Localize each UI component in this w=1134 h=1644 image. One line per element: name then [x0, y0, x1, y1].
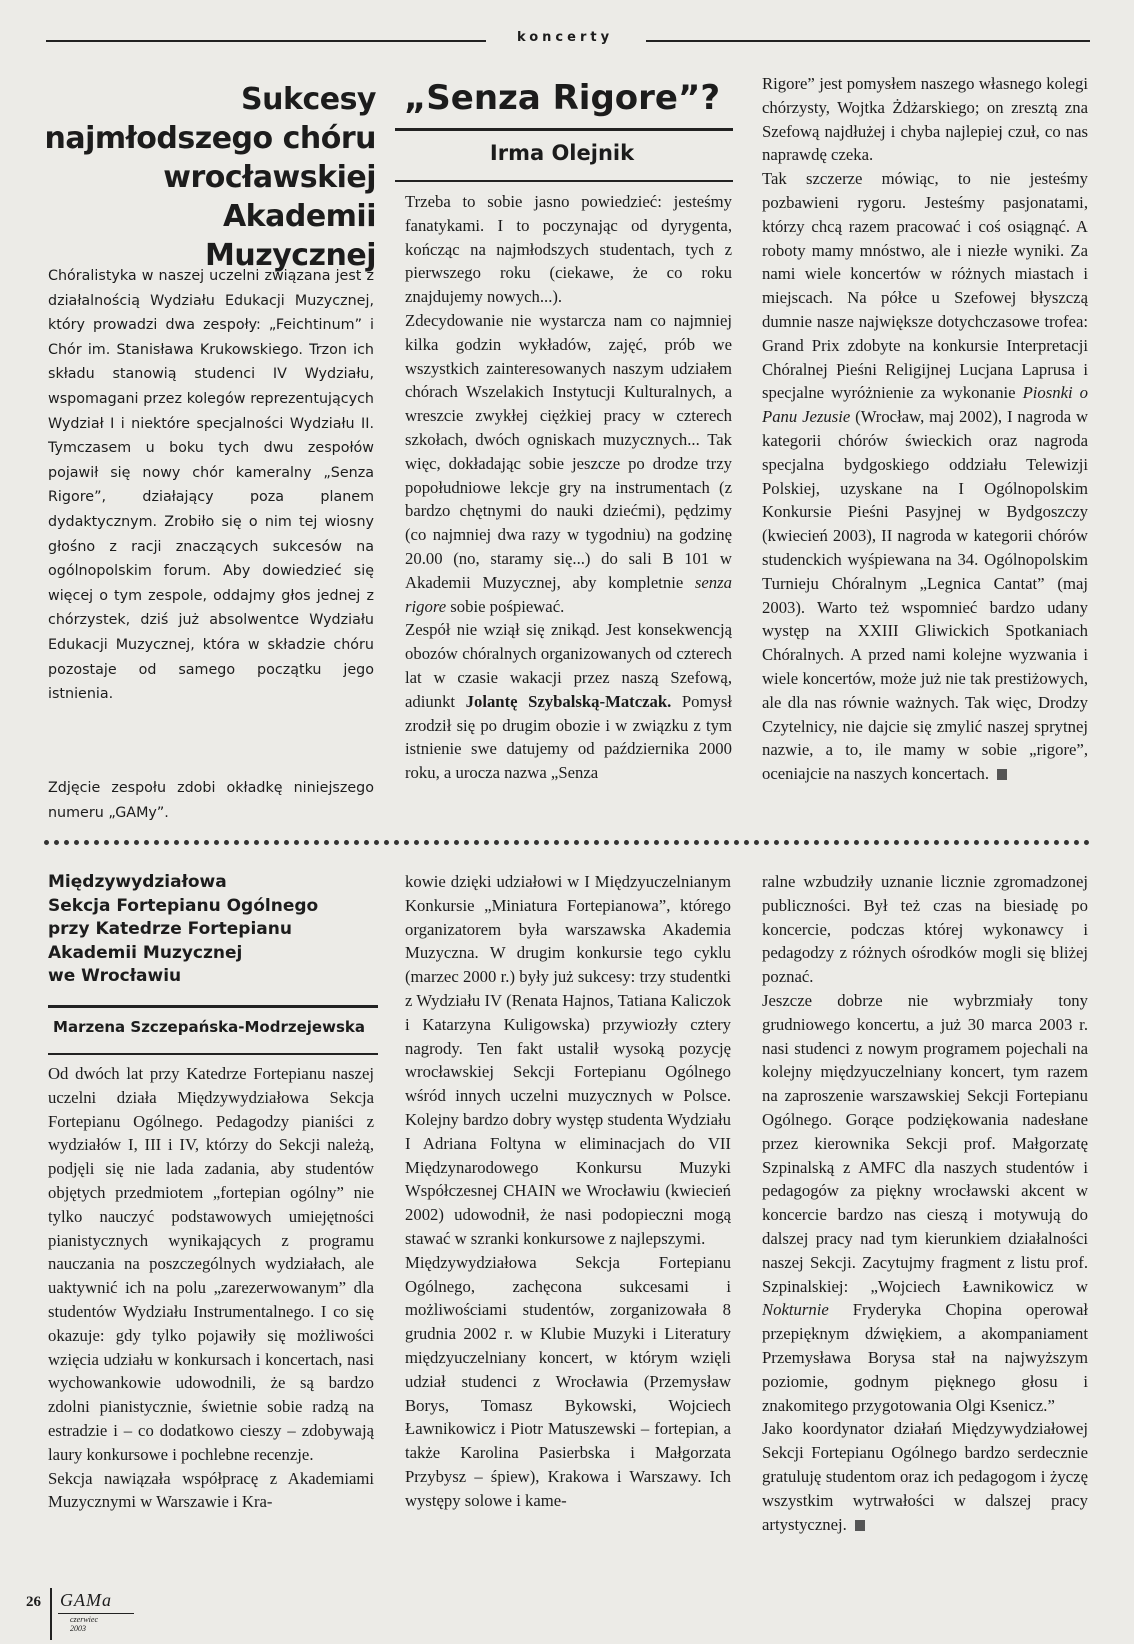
magazine-name: GAMa — [60, 1590, 112, 1610]
article2-col1-p2: Zdecydowanie nie wystarcza nam co najmniej kilka godzin wykładów, zajęć, prób we wszystkich zainteresowanych naszym udziałem chórach Wszelakich Instytucji Kulturalnych, a wreszcie zwykłej ciężkiej pracy w czterech szkołach, dwóch ogniskach muzycznych... Tak więc, dokładając sobie jeszcze po drodze trzy popołudniowe lekcje gry na instrumentach (z bardzo chętnymi do nauki dziećmi), pędzimy (co najmniej dwa razy w tygodniu) na godzinę 20.00 (no, staramy się...) do sali B 101 w Akademii Muzycznej, aby kompletnie senza rigore sobie pośpiewać. — [405, 310, 732, 616]
page-number: 26 — [26, 1594, 41, 1610]
article2-column-1: Trzeba to sobie jasno powiedzieć: jesteśmy fanatykami. I to poczynając od dyrygenta, kończąc na najmłodszych studentach, tych z pierwszego roku (ciekawe, że co roku znajdujemy nowych...). Zdecydowanie nie wystarcza nam co najmniej kilka godzin wykładów, zajęć, prób we wszystkich zainteresowanych naszym udziałem chórach Wszelakich Instytucji Kulturalnych, a wreszcie zwykłej ciężkiej pracy w czterech szkołach, dwóch ogniskach muzycznych... Tak więc, dokładając sobie jeszcze po drodze trzy popołudniowe lekcje gry na instrumentach (z bardzo chętnymi do nauki dziećmi), pędzimy (co najmniej dwa razy w tygodniu) na godzinę 20.00 (no, staramy się...) do sali B 101 w Akademii Muzycznej, aby kompletnie senza rigore sobie pośpiewać. Zespół nie wziął się znikąd. Jest konsekwencją obozów chóralnych organizowanych od czterech lat w czasie wakacji przez naszą Szefową, adiunkt Jolantę Szybalską-Matczak. Pomysł zrodził się po drugim obozie i w związku z tym istnienie swe datujemy od października 2000 roku, a urocza nazwa „Senza — [405, 190, 732, 825]
issue-date: czerwiec 2003 — [70, 1615, 98, 1633]
header-rule-right — [646, 40, 1090, 42]
article1-title: Sukcesy najmłodszego chóru wrocławskiej Akademii Muzycznej — [44, 82, 376, 273]
article3-title-rule — [48, 1005, 378, 1008]
article3-column-2: kowie dzięki udziałowi w I Międzyuczelnianym Konkursie „Miniatura Fortepianowa”, którego organizatorem była warszawska Akademia Muzyczna. W drugim konkursie tego cyklu (marzec 2000 r.) były już sukcesy: trzy studentki z Wydziału IV (Renata Hajnos, Tatiana Kaliczok i Katarzyna Kuligowska) przywiozły cztery nagrody. Ten fakt ustalił wysoką pozycję wrocławskiej Sekcji Fortepianu Ogólnego wśród innych uczelni muzycznych w Polsce. Kolejny bardzo dobry występ studenta Wydziału I Adriana Foltyna w eliminacjach do VII Międzynarodowego Konkursu Muzyki Współczesnej CHAIN we Wrocławiu (kwiecień 2002) udowodnił, że nasi podopieczni mogą stawać w szranki konkursowe z najlepszymi. Międzywydziałowa Sekcja Fortepianu Ogólnego, zachęcona sukcesami i możliwościami studentów, zorganizowała 8 grudnia 2002 r. w Klubie Muzyki i Literatury międzyuczelniany koncert, w którym wzięli udział studenci z Wrocławia (Przemysław Borys, Tomasz Bykowski, Wojciech Ławnikowicz i Piotr Matuszewski – fortepian, a także Karolina Pasierbska i Małgorzata Przybysz – śpiew), Krakowa i Warszawy. Ich występy solowe i kame- — [405, 872, 731, 1510]
article2-col1-p3: Zespół nie wziął się znikąd. Jest konsekwencją obozów chóralnych organizowanych od czterech lat w czasie wakacji przez naszą Szefową, adiunkt Jolantę Szybalską-Matczak. Pomysł zrodził się po drugim obozie i w związku z tym istnienie swe datujemy od października 2000 roku, a urocza nazwa „Senza — [405, 620, 732, 783]
article2-column-2: Rigore” jest pomysłem naszego własnego kolegi chórzysty, Wojtka Żdżarskiego; on zresztą zna Szefową najdłużej i chyba najlepiej czuł, co nas naprawdę czeka. Tak szczerze mówiąc, to nie jesteśmy pozbawieni rygoru. Jesteśmy pasjonatami, którzy chcą razem pracować i coś osiągnąć. A roboty mamy mnóstwo, ale i niezłe wyniki. Za nami wiele koncertów w różnych miastach i miejscach. Na półce u Szefowej błyszczą dumnie nasze największe dotychczasowe trofea: Grand Prix zdobyte na konkursie Interpretacji Chóralnej Pieśni Religijnej Lucjana Laprusa i specjalne wyróżnienie za wykonanie Piosnki o Panu Jezusie (Wrocław, maj 2002), I nagroda w kategorii chórów świeckich oraz nagroda specjalna bydgoskiego oddziału Telewizji Polskiej, uzyskane na I Ogólnopolskim Konkursie Pieśni Pasyjnej w Bydgoszczy (kwiecień 2003), II nagroda w kategorii chórów studenckich wyśpiewana na 34. Ogólnopolskim Turnieju Chóralnym „Legnica Cantat” (maj 2003). Warto też wspomnieć bardzo udany występ na XXIII Gliwickich Spotkaniach Chóralnych. A przed nami kolejne wyzwania i wiele koncertów, może już nie tak prestiżowych, ale dla nas równie ważnych. Tak więc, Drodzy Czytelnicy, nie dajcie się zmylić naszej sprytnej nazwie, a to, ile mamy w sobie „rigore”, oceniajcie na naszych koncertach. — [762, 72, 1088, 832]
article2-title-rule — [395, 128, 733, 131]
article2-col2-p2: Tak szczerze mówiąc, to nie jesteśmy pozbawieni rygoru. Jesteśmy pasjonatami, którzy chcą razem pracować i coś osiągnąć. A roboty mamy mnóstwo, ale i niezłe wyniki. Za nami wiele koncertów w różnych miastach i miejscach. Na półce u Szefowej błyszczą dumnie nasze największe dotychczasowe trofea: Grand Prix zdobyte na konkursie Interpretacji Chóralnej Pieśni Religijnej Lucjana Laprusa i specjalne wyróżnienie za wykonanie Piosnki o Panu Jezusie (Wrocław, maj 2002), I nagroda w kategorii chórów świeckich oraz nagroda specjalna bydgoskiego oddziału Telewizji Polskiej, uzyskane na I Ogólnopolskim Konkursie Pieśni Pasyjnej w Bydgoszczy (kwiecień 2003), II nagroda w kategorii chórów studenckich wyśpiewana na 34. Ogólnopolskim Turnieju Chóralnym „Legnica Cantat” (maj 2003). Warto też wspomnieć bardzo udany występ na XXIII Gliwickich Spotkaniach Chóralnych. A przed nami kolejne wyzwania i wiele koncertów, może już nie tak prestiżowych, ale dla nas równie ważnych. Tak więc, Drodzy Czytelnicy, nie dajcie się zmylić naszej sprytnej nazwie, a to, ile mamy w sobie „rigore”, oceniajcie na naszych koncertach. — [762, 169, 1088, 784]
end-mark-icon — [855, 1520, 865, 1531]
section-tag: koncerty — [516, 30, 614, 45]
article3-col3-p2: Jeszcze dobrze nie wybrzmiały tony grudniowego koncertu, a już 30 marca 2003 r. nasi studenci z nowym programem pojechali na kolejny międzyuczelniany koncert, tym razem na zaproszenie warszawskiej Sekcji Fortepianu Ogólnego. Gorące podziękowania nadesłane przez kierownika Sekcji prof. Małgorzatę Szpinalską z AMFC dla naszych studentów i pedagogów za piękny wrocławski akcent w koncercie bardzo nas cieszą i motywują do dalszej pracy nad tym kierunkiem działalności naszej Sekcji. Zacytujmy fragment z listu prof. Szpinalskiej: „Wojciech Ławnikowicz w Nokturnie Fryderyka Chopina operował przepięknym dźwiękiem, a akompaniament Przemysława Borysa stał na najwyższym poziomie, godnym pięknego głosu i znakomitego przygotowania Olgi Ksenicz.” — [762, 990, 1088, 1415]
dotted-separator — [44, 840, 1090, 845]
end-mark-icon — [997, 769, 1007, 780]
article3-column-3: ralne wzbudziły uznanie licznie zgromadzonej publiczności. Był też czas na biesiadę po koncercie, podczas której wykonawcy i pedagodzy z różnych ośrodków mogli się bliżej poznać. Jeszcze dobrze nie wybrzmiały tony grudniowego koncertu, a już 30 marca 2003 r. nasi studenci z nowym programem pojechali na kolejny międzyuczelniany koncert, tym razem na zaproszenie warszawskiej Sekcji Fortepianu Ogólnego. Gorące podziękowania nadesłane przez kierownika Sekcji prof. Małgorzatę Szpinalską z AMFC dla naszych studentów i pedagogów za piękny wrocławski akcent w koncercie bardzo nas cieszą i motywują do dalszej pracy nad tym kierunkiem działalności naszej Sekcji. Zacytujmy fragment z listu prof. Szpinalskiej: „Wojciech Ławnikowicz w Nokturnie Fryderyka Chopina operował przepięknym dźwiękiem, a akompaniament Przemysława Borysa stał na najwyższym poziomie, godnym pięknego głosu i znakomitego przygotowania Olgi Ksenicz.” Jako koordynator działań Międzywydziałowej Sekcji Fortepianu Ogólnego bardzo serdecznie gratuluję studentom oraz ich pedagogom i życzę wszystkim wytrwałości w dalszej pracy artystycznej. — [762, 870, 1088, 1582]
footer-divider — [50, 1588, 52, 1640]
article3-title: Międzywydziałowa Sekcja Fortepianu Ogólnego przy Katedrze Fortepianu Akademii Muzycznej we Wrocławiu — [48, 872, 319, 986]
article3-col3-p3: Jako koordynator działań Międzywydziałowej Sekcji Fortepianu Ogólnego bardzo serdecznie gratuluję studentom oraz ich pedagogom i życzę wszystkim wytrwałości w dalszej pracy artystycznej. — [762, 1419, 1088, 1534]
article3-author-rule — [48, 1053, 378, 1055]
article1-caption: Zdjęcie zespołu zdobi okładkę niniejszego numeru „GAMy”. — [48, 780, 374, 821]
footer-underline — [58, 1613, 134, 1614]
article3-author: Marzena Szczepańska-Modrzejewska — [53, 1018, 365, 1036]
article2-title: „Senza Rigore”? — [403, 78, 721, 118]
article2-author: Irma Olejnik — [489, 141, 635, 165]
header-rule-left — [46, 40, 486, 42]
article1-lead: Chóralistyka w naszej uczelni związana jest z działalnością Wydziału Edukacji Muzycznej, który prowadzi dwa zespoły: „Feichtinum” i Chór im. Stanisława Krukowskiego. Trzon ich składu stanowią studenci IV Wydziału, wspomagani przez kolegów reprezentujących Wydział I i niektóre specjalności Wydziału II. Tymczasem u boku tych dwu zespołów pojawił się nowy chór kameralny „Senza Rigore”, działający poza planem dydaktycznym. Zrobiło się o nim tej wiosny głośno z racji znaczących sukcesów na ogólnopolskim forum. Aby dowiedzieć się więcej o tym zespole, oddajmy głos jednej z chórzystek, dziś już absolwentce Wydziału Edukacji Muzycznej, która w składzie chóru pozostaje od samego początku jego istnienia. — [48, 268, 374, 703]
article2-author-rule — [395, 180, 733, 182]
article3-column-1: Od dwóch lat przy Katedrze Fortepianu naszej uczelni działa Międzywydziałowa Sekcja Fortepianu Ogólnego. Pedagodzy pianiści z wydziałów I, III i IV, którzy do Sekcji należą, podjęli się nie lada zadania, aby studentów objętych przedmiotem „fortepian ogólny” nie tylko nauczyć podstawowych umiejętności pianistycznych wynikających z programu nauczania na poszczególnych wydziałach, ale uaktywnić ich na polu „zarezerwowanym” dla studentów Wydziału Instrumentalnego. I co się okazuje: gdy tylko pojawiły się możliwości wzięcia udziału w konkursach i koncertach, nasi wychowankowie udowodnili, że są bardzo zdolni pianistycznie, świetnie sobie radzą na estradzie i – co dodatkowo cieszy – zdobywają laury konkursowe i pochlebne recenzje. Sekcja nawiązała współpracę z Akademiami Muzycznymi w Warszawie i Kra- — [48, 1064, 374, 1512]
